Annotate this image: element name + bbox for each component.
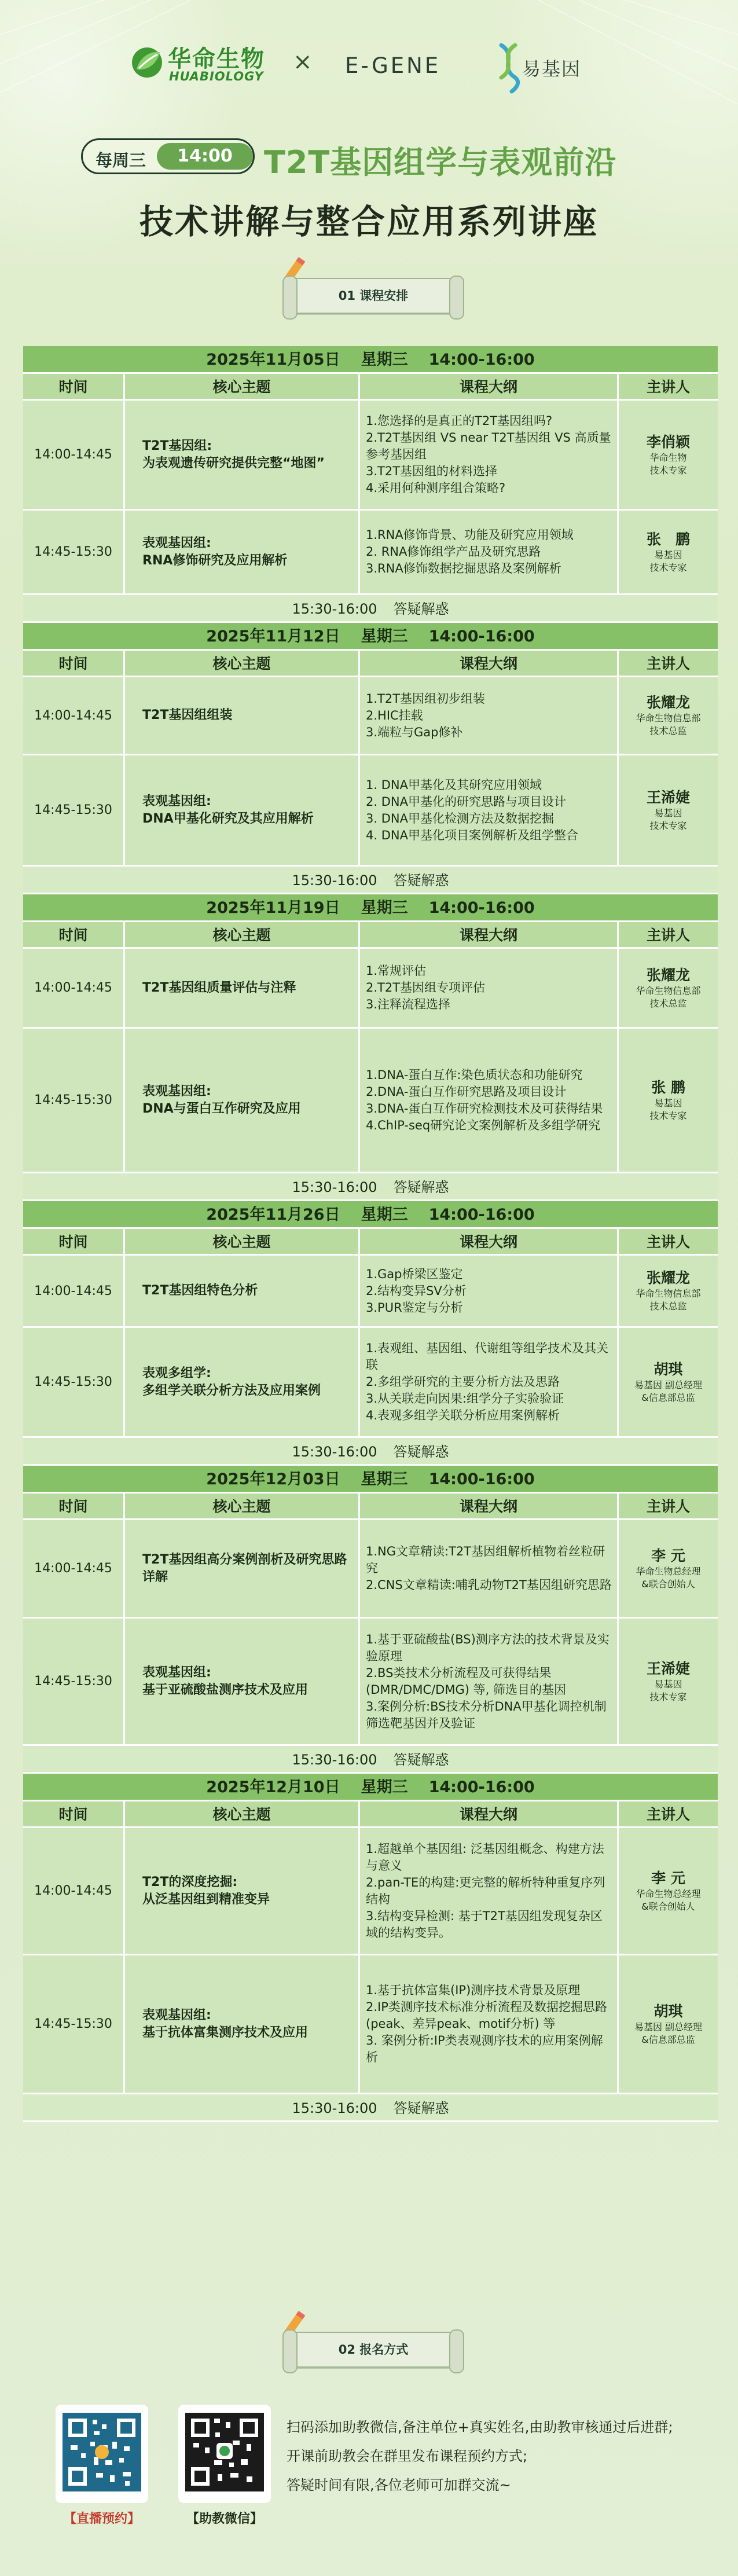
column-header: 课程大纲: [360, 1494, 619, 1518]
session-weekday: 星期三: [361, 899, 408, 917]
speaker-name: 王浠婕: [646, 788, 690, 806]
qa-label: 答疑解惑: [393, 1179, 449, 1195]
column-header: 主讲人: [646, 1806, 690, 1823]
table-row: [23, 1520, 718, 1619]
speaker-name: 李 元: [651, 1547, 685, 1564]
title-row: [81, 137, 660, 181]
row-time: 14:00-14:45: [23, 1256, 125, 1326]
row-outline: 1. DNA甲基化及其研究应用领域 2. DNA甲基化的研究思路与项目设计 3. DNA甲基化检测方法及数据挖掘 4. DNA甲基化项目案例解析及组学整合: [360, 755, 619, 865]
row-speaker: [619, 1029, 718, 1172]
qa-bar: [23, 1746, 718, 1774]
session-weekday: 星期三: [361, 351, 408, 369]
column-header: 课程大纲: [360, 1229, 619, 1254]
column-header: 主讲人: [646, 379, 690, 395]
egene-logo: [345, 42, 600, 94]
speaker-title: 易基因 副总经理 &信息部总监: [634, 2021, 703, 2045]
speaker-name: 张耀龙: [646, 966, 690, 984]
session-block: [23, 1774, 718, 2122]
row-time: 14:00-14:45: [23, 401, 125, 509]
row-time: 14:00-14:45: [23, 1520, 125, 1617]
speaker-name: 李俏颖: [646, 433, 690, 450]
row-topic: 表观基因组: 基于亚硫酸盐测序技术及应用: [125, 1619, 360, 1744]
speaker-name: 张 鹏: [651, 1078, 685, 1096]
row-speaker: [619, 1520, 718, 1617]
column-header: 课程大纲: [360, 374, 619, 399]
speaker-name: 王浠婕: [646, 1660, 690, 1677]
session-date-bar: [23, 894, 718, 922]
qa-bar: [23, 595, 718, 623]
row-speaker: [619, 1828, 718, 1954]
session-date-bar: [23, 1466, 718, 1494]
table-row: [23, 1029, 718, 1173]
logo-row: [0, 36, 738, 100]
table-header-row: [23, 1801, 718, 1828]
row-time: 14:45-15:30: [23, 1328, 125, 1436]
live-booking-qr-code[interactable]: [56, 2405, 148, 2503]
column-header: 时间: [23, 922, 125, 947]
session-block: [23, 894, 718, 1201]
qa-time: 15:30-16:00: [292, 872, 377, 889]
session-weekday: 星期三: [361, 1206, 408, 1224]
row-outline: 1.基于抗体富集(IP)测序技术背景及原理 2.IP类测序技术标准分析流程及数据挖掘思路 (peak、差异peak、motif分析) 等 3. 案例分析:IP类表观测序技术的应用案例解析: [360, 1955, 619, 2093]
table-row: [23, 1828, 718, 1955]
scroll-banner: [289, 278, 457, 314]
speaker-title: 华命生物信息部 技术总监: [636, 1288, 701, 1312]
row-time: 14:45-15:30: [23, 511, 125, 593]
column-header: 核心主题: [125, 1494, 360, 1518]
row-outline: 1.基于亚硫酸盐(BS)测序方法的技术背景及实验原理 2.BS类技术分析流程及可获得结果(DMR/DMC/DMG) 等, 筛选目的基因 3.案例分析:BS技术分析DNA甲基化调控机制筛选靶基因并及验证: [360, 1619, 619, 1744]
qa-bar: [23, 1438, 718, 1466]
column-header: 核心主题: [125, 1229, 360, 1254]
instruction-line: 开课前助教会在群里发布课程预约方式;: [287, 2448, 528, 2464]
session-time: 14:00-16:00: [428, 1778, 535, 1796]
speaker-title: 华命生物总经理 &联合创始人: [636, 1888, 701, 1912]
schedule-pill: [81, 138, 255, 174]
column-header: 时间: [23, 374, 125, 399]
row-speaker: [619, 949, 718, 1027]
qa-label: 答疑解惑: [393, 1444, 449, 1460]
section-heading-registration: [260, 2309, 480, 2372]
table-header-row: [23, 1229, 718, 1256]
column-header: 主讲人: [646, 655, 690, 672]
section-label: 01 课程安排: [338, 289, 409, 303]
section-heading-schedule: [260, 255, 480, 318]
qa-label: 答疑解惑: [393, 2100, 449, 2116]
speaker-name: 张耀龙: [646, 1269, 690, 1286]
table-header-row: [23, 374, 718, 401]
column-header: 课程大纲: [360, 1801, 619, 1826]
row-time: 14:45-15:30: [23, 1029, 125, 1172]
row-speaker: [619, 401, 718, 509]
instruction-line: 答疑时间有限,各位老师可加群交流~: [287, 2477, 511, 2493]
session-date-bar: [23, 623, 718, 651]
session-date-bar: [23, 1201, 718, 1229]
qr-code-icon: [178, 2405, 271, 2503]
speaker-name: 张 鹏: [646, 530, 690, 548]
row-topic: T2T基因组组装: [125, 677, 360, 754]
session-time: 14:00-16:00: [428, 1206, 535, 1224]
session-date: 2025年12月03日: [206, 1470, 340, 1488]
registration-section: [23, 2391, 718, 2553]
table-header-row: [23, 1494, 718, 1520]
qa-time: 15:30-16:00: [292, 1444, 377, 1460]
qa-label: 答疑解惑: [393, 872, 449, 889]
speaker-title: 华命生物信息部 技术总监: [636, 713, 701, 736]
row-time: 14:00-14:45: [23, 1828, 125, 1954]
pill-day: 每周三: [96, 151, 146, 170]
speaker-title: 易基因 副总经理 &信息部总监: [634, 1379, 703, 1403]
speaker-title: 易基因 技术专家: [649, 807, 687, 831]
table-header-row: [23, 922, 718, 949]
session-block: [23, 623, 718, 894]
row-speaker: [619, 1256, 718, 1326]
egene-en-name: E-GENE: [345, 53, 441, 78]
row-outline: 1.T2T基因组初步组装 2.HIC挂载 3.端粒与Gap修补: [360, 677, 619, 754]
egene-cn-name: 易基因: [522, 58, 582, 80]
session-date: 2025年11月05日: [206, 351, 340, 369]
pill-time: 14:00: [157, 143, 253, 170]
column-header: 主讲人: [646, 927, 690, 944]
row-speaker: [619, 755, 718, 865]
row-speaker: [619, 1619, 718, 1744]
table-row: [23, 755, 718, 867]
column-header: 主讲人: [646, 1498, 690, 1515]
table-row: [23, 1955, 718, 2094]
column-header: 核心主题: [125, 374, 360, 399]
session-date: 2025年12月10日: [206, 1778, 340, 1796]
session-date-bar: [23, 1774, 718, 1801]
table-header-row: [23, 651, 718, 677]
session-time: 14:00-16:00: [428, 351, 535, 369]
table-row: [23, 401, 718, 511]
speaker-title: 华命生物 技术专家: [649, 452, 687, 476]
session-weekday: 星期三: [361, 1778, 408, 1796]
speaker-title: 易基因 技术专家: [649, 1678, 687, 1702]
speaker-title: 易基因 技术专家: [649, 549, 687, 573]
row-topic: T2T基因组特色分析: [125, 1256, 360, 1326]
row-outline: 1.Gap桥梁区鉴定 2.结构变异SV分析 3.PUR鉴定与分析: [360, 1256, 619, 1326]
qr-label-live: 【直播预约】: [63, 2512, 140, 2526]
row-topic: T2T的深度挖掘: 从泛基因组到精准变异: [125, 1828, 360, 1954]
speaker-name: 张耀龙: [646, 694, 690, 711]
qa-time: 15:30-16:00: [292, 601, 377, 617]
speaker-title: 华命生物信息部 技术总监: [636, 985, 701, 1009]
huabiology-cn-name: 华命生物: [168, 46, 265, 72]
registration-instructions: [287, 2413, 715, 2500]
session-time: 14:00-16:00: [428, 899, 535, 917]
huabiology-leaf-icon: [128, 43, 166, 80]
column-header: 课程大纲: [360, 651, 619, 676]
row-outline: 1.超越单个基因组: 泛基因组概念、构建方法与意义 2.pan-TE的构建:更完整的解析特种重复序列结构 3.结构变异检测: 基于T2T基因组发现复杂区域的结构变异。: [360, 1828, 619, 1954]
row-topic: 表观基因组: RNA修饰研究及应用解析: [125, 511, 360, 593]
row-outline: 1.NG文章精读:T2T基因组解析植物着丝粒研究 2.CNS文章精读:哺乳动物T2T基因组研究思路: [360, 1520, 619, 1617]
qa-bar: [23, 867, 718, 894]
huabiology-en-name: HUABIOLOGY: [169, 69, 264, 83]
row-topic: 表观多组学: 多组学关联分析方法及应用案例: [125, 1328, 360, 1436]
qr-label-wechat: 【助教微信】: [186, 2512, 263, 2526]
session-block: [23, 1466, 718, 1774]
page-title: T2T基因组学与表观前沿: [264, 144, 617, 181]
row-topic: 表观基因组: 基于抗体富集测序技术及应用: [125, 1955, 360, 2093]
session-weekday: 星期三: [361, 628, 408, 645]
qa-time: 15:30-16:00: [292, 1752, 377, 1768]
dna-helix-icon: [491, 42, 526, 94]
row-outline: 1.您选择的是真正的T2T基因组吗? 2.T2T基因组 VS near T2T基因组 VS 高质量参考基因组 3.T2T基因组的材料选择 4.采用何种测序组合策略?: [360, 401, 619, 509]
row-time: 14:45-15:30: [23, 1955, 125, 2093]
row-time: 14:00-14:45: [23, 949, 125, 1027]
session-date: 2025年11月26日: [206, 1206, 340, 1224]
table-row: [23, 1256, 718, 1328]
row-outline: 1.RNA修饰背景、功能及研究应用领域 2. RNA修饰组学产品及研究思路 3.RNA修饰数据挖掘思路及案例解析: [360, 511, 619, 593]
column-header: 核心主题: [125, 651, 360, 676]
huabiology-logo: [128, 39, 302, 91]
row-outline: 1.DNA-蛋白互作:染色质状态和功能研究 2.DNA-蛋白互作研究思路及项目设计 3.DNA-蛋白互作研究检测技术及可获得结果 4.ChIP-seq研究论文案例解析及多组学研究: [360, 1029, 619, 1172]
qa-time: 15:30-16:00: [292, 2100, 377, 2116]
row-topic: T2T基因组: 为表观遗传研究提供完整“地图”: [125, 401, 360, 509]
qa-label: 答疑解惑: [393, 601, 449, 617]
column-header: 时间: [23, 1494, 125, 1518]
session-date: 2025年11月12日: [206, 628, 340, 645]
table-row: [23, 1328, 718, 1438]
table-row: [23, 511, 718, 595]
speaker-name: 胡琪: [653, 1360, 683, 1378]
session-weekday: 星期三: [361, 1470, 408, 1488]
row-topic: 表观基因组: DNA与蛋白互作研究及应用: [125, 1029, 360, 1172]
row-time: 14:45-15:30: [23, 1619, 125, 1744]
session-block: [23, 1201, 718, 1466]
row-time: 14:45-15:30: [23, 755, 125, 865]
speaker-title: 易基因 技术专家: [649, 1097, 687, 1121]
session-block: [23, 346, 718, 623]
column-header: 时间: [23, 651, 125, 676]
qa-bar: [23, 2094, 718, 2122]
column-header: 时间: [23, 1229, 125, 1254]
collab-times-sign: ×: [293, 49, 313, 75]
qr-code-icon: [56, 2405, 148, 2503]
speaker-title: 华命生物总经理 &联合创始人: [636, 1565, 701, 1590]
page-subtitle: 技术讲解与整合应用系列讲座: [139, 202, 599, 241]
row-outline: 1.常规评估 2.T2T基因组专项评估 3.注释流程选择: [360, 949, 619, 1027]
section-label: 02 报名方式: [338, 2343, 409, 2357]
row-speaker: [619, 677, 718, 754]
session-time: 14:00-16:00: [428, 1470, 535, 1488]
row-time: 14:00-14:45: [23, 677, 125, 754]
row-topic: 表观基因组: DNA甲基化研究及其应用解析: [125, 755, 360, 865]
assistant-wechat-qr-code[interactable]: [178, 2405, 271, 2503]
qa-bar: [23, 1173, 718, 1201]
speaker-name: 胡琪: [653, 2002, 683, 2020]
column-header: 核心主题: [125, 922, 360, 947]
table-row: [23, 1619, 718, 1746]
row-speaker: [619, 1328, 718, 1436]
qa-time: 15:30-16:00: [292, 1179, 377, 1195]
column-header: 主讲人: [646, 1234, 690, 1250]
table-row: [23, 677, 718, 755]
row-topic: T2T基因组高分案例剖析及研究思路详解: [125, 1520, 360, 1617]
column-header: 核心主题: [125, 1801, 360, 1826]
instruction-line: 扫码添加助教微信,备注单位+真实姓名,由助教审核通过后进群;: [287, 2419, 673, 2435]
table-row: [23, 949, 718, 1029]
session-date-bar: [23, 346, 718, 374]
qa-label: 答疑解惑: [393, 1752, 449, 1768]
row-topic: T2T基因组质量评估与注释: [125, 949, 360, 1027]
row-outline: 1.表观组、基因组、代谢组等组学技术及其关联 2.多组学研究的主要分析方法及思路 3.从关联走向因果:组学分子实验验证 4.表观多组学关联分析应用案例解析: [360, 1328, 619, 1436]
column-header: 课程大纲: [360, 922, 619, 947]
speaker-name: 李 元: [651, 1869, 685, 1887]
row-speaker: [619, 1955, 718, 2093]
session-time: 14:00-16:00: [428, 628, 535, 645]
schedule-table: [23, 346, 718, 2122]
column-header: 时间: [23, 1801, 125, 1826]
row-speaker: [619, 511, 718, 593]
session-date: 2025年11月19日: [206, 899, 340, 917]
scroll-banner: [289, 2332, 457, 2368]
